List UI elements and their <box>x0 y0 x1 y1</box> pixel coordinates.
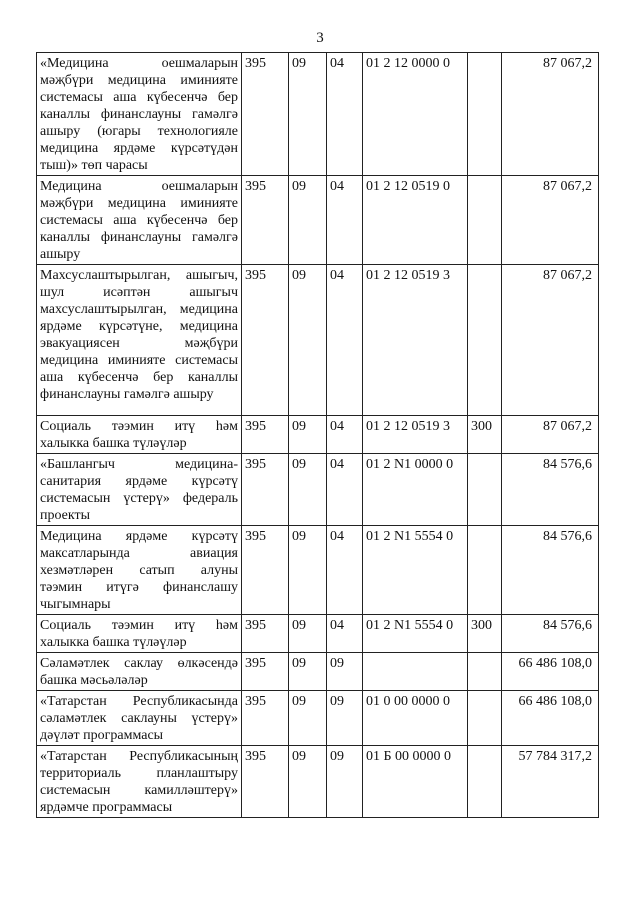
expense-type-code <box>468 653 502 691</box>
section-code: 09 <box>289 526 327 615</box>
amount: 87 067,2 <box>502 265 599 416</box>
budget-table <box>36 52 599 818</box>
table-row <box>37 265 599 416</box>
section-code: 09 <box>289 265 327 416</box>
target-code: 01 Б 00 0000 0 <box>363 746 468 818</box>
row-name: «Татарстан Республикасының территориаль планлаштыру системасын камилләштерү» ярдәмче программасы <box>37 746 242 818</box>
table-row <box>37 454 599 526</box>
amount: 87 067,2 <box>502 53 599 176</box>
subsection-code: 04 <box>327 53 363 176</box>
ministry-code: 395 <box>242 53 289 176</box>
ministry-code: 395 <box>242 176 289 265</box>
subsection-code: 04 <box>327 416 363 454</box>
subsection-code: 09 <box>327 653 363 691</box>
section-code: 09 <box>289 653 327 691</box>
table-row <box>37 53 599 176</box>
target-code: 01 2 N1 5554 0 <box>363 526 468 615</box>
amount: 87 067,2 <box>502 416 599 454</box>
table-row <box>37 526 599 615</box>
ministry-code: 395 <box>242 526 289 615</box>
table-row <box>37 176 599 265</box>
expense-type-code <box>468 265 502 416</box>
amount: 84 576,6 <box>502 526 599 615</box>
expense-type-code <box>468 176 502 265</box>
subsection-code: 09 <box>327 691 363 746</box>
table-row <box>37 691 599 746</box>
target-code: 01 2 12 0519 3 <box>363 416 468 454</box>
ministry-code: 395 <box>242 265 289 416</box>
table-row <box>37 746 599 818</box>
row-name: «Башлангыч медицина-санитария ярдәме күрсәтү системасын үстерү» федераль проекты <box>37 454 242 526</box>
target-code: 01 2 N1 5554 0 <box>363 615 468 653</box>
section-code: 09 <box>289 746 327 818</box>
expense-type-code <box>468 53 502 176</box>
expense-type-code <box>468 746 502 818</box>
subsection-code: 04 <box>327 454 363 526</box>
row-name: Социаль тәэмин итү һәм халыкка башка түләүләр <box>37 416 242 454</box>
subsection-code: 04 <box>327 526 363 615</box>
row-name: Махсуслаштырылган, ашыгыч, шул исәптән ашыгыч махсуслаштырылган, медицина ярдәме күрсәтүне, медицина эвакуациясен мәҗбүри медицина иминияте системасы аша күбесенчә бер каналлы финанслауны гамәлгә ашыру <box>37 265 242 416</box>
section-code: 09 <box>289 176 327 265</box>
table-row <box>37 653 599 691</box>
amount: 84 576,6 <box>502 615 599 653</box>
target-code: 01 2 N1 0000 0 <box>363 454 468 526</box>
ministry-code: 395 <box>242 416 289 454</box>
row-name: Сәламәтлек саклау өлкәсендә башка мәсьәләләр <box>37 653 242 691</box>
amount: 87 067,2 <box>502 176 599 265</box>
section-code: 09 <box>289 416 327 454</box>
section-code: 09 <box>289 615 327 653</box>
row-name: «Татарстан Республикасында сәламәтлек саклауны үстерү» дәүләт программасы <box>37 691 242 746</box>
target-code <box>363 653 468 691</box>
section-code: 09 <box>289 454 327 526</box>
amount: 84 576,6 <box>502 454 599 526</box>
amount: 57 784 317,2 <box>502 746 599 818</box>
target-code: 01 2 12 0000 0 <box>363 53 468 176</box>
subsection-code: 09 <box>327 746 363 818</box>
row-name: Социаль тәэмин итү һәм халыкка башка түләүләр <box>37 615 242 653</box>
row-name: Медицина ярдәме күрсәтү максатларында авиация хезмәтләрен сатып алуны тәэмин итүгә финанслашу чыгымнары <box>37 526 242 615</box>
target-code: 01 2 12 0519 0 <box>363 176 468 265</box>
amount: 66 486 108,0 <box>502 653 599 691</box>
expense-type-code: 300 <box>468 416 502 454</box>
section-code: 09 <box>289 53 327 176</box>
subsection-code: 04 <box>327 265 363 416</box>
subsection-code: 04 <box>327 615 363 653</box>
expense-type-code: 300 <box>468 615 502 653</box>
target-code: 01 0 00 0000 0 <box>363 691 468 746</box>
ministry-code: 395 <box>242 454 289 526</box>
row-name: «Медицина оешмаларын мәҗбүри медицина иминияте системасы аша күбесенчә бер каналлы финанслауны гамәлгә ашыру (югары технологияле медицина ярдәме күрсәтүдән тыш)» төп чарасы <box>37 53 242 176</box>
table-row <box>37 416 599 454</box>
section-code: 09 <box>289 691 327 746</box>
ministry-code: 395 <box>242 691 289 746</box>
subsection-code: 04 <box>327 176 363 265</box>
expense-type-code <box>468 526 502 615</box>
ministry-code: 395 <box>242 653 289 691</box>
row-name: Медицина оешмаларын мәҗбүри медицина иминияте системасы аша күбесенчә бер каналлы финанслауны гамәлгә ашыру <box>37 176 242 265</box>
ministry-code: 395 <box>242 746 289 818</box>
amount: 66 486 108,0 <box>502 691 599 746</box>
expense-type-code <box>468 691 502 746</box>
page-number: 3 <box>316 30 324 46</box>
table-row <box>37 615 599 653</box>
expense-type-code <box>468 454 502 526</box>
ministry-code: 395 <box>242 615 289 653</box>
target-code: 01 2 12 0519 3 <box>363 265 468 416</box>
